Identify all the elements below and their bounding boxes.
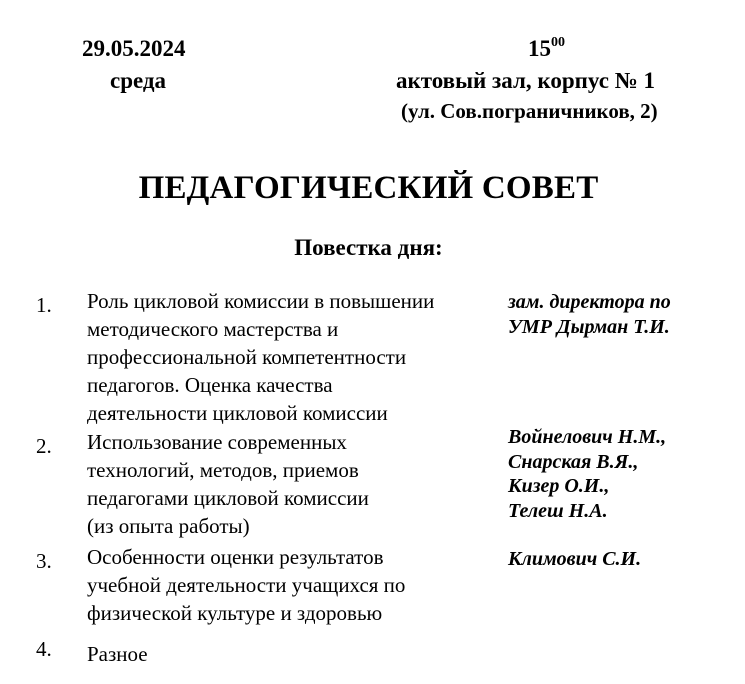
agenda-item-2-responsible <box>508 425 666 523</box>
topic-line: (из опыта работы) <box>87 514 250 538</box>
topic-line: методического мастерства и <box>87 317 339 341</box>
meeting-time-minutes: 00 <box>551 35 565 50</box>
document-title: ПЕДАГОГИЧЕСКИЙ СОВЕТ <box>138 170 599 206</box>
agenda-item-3-number: 3. <box>36 549 52 573</box>
agenda-item-1-topic <box>87 287 434 427</box>
topic-line: педагогами цикловой комиссии <box>87 486 369 510</box>
topic-line: профессиональной компетентности <box>87 345 407 369</box>
topic-line: физической культуре и здоровью <box>87 601 383 625</box>
topic-line: деятельности цикловой комиссии <box>87 401 388 425</box>
agenda-item-3-responsible <box>508 547 641 572</box>
responsible-line: Снарская В.Я., <box>508 450 639 473</box>
topic-line: Особенности оценки результатов <box>87 545 384 569</box>
topic-line: Роль цикловой комиссии в повышении <box>87 289 435 313</box>
agenda-item-2-number: 2. <box>36 434 52 458</box>
responsible-line: Войнелович Н.М., <box>508 426 667 448</box>
meeting-date: 29.05.2024 <box>82 36 186 61</box>
topic-line: технологий, методов, приемов <box>87 458 359 482</box>
meeting-time-hour: 15 <box>528 36 551 61</box>
responsible-line: Телеш Н.А. <box>508 499 608 522</box>
topic-line: учебной деятельности учащихся по <box>87 573 406 597</box>
meeting-venue: актовый зал, корпус № 1 <box>396 68 656 93</box>
agenda-item-1-responsible <box>508 290 671 339</box>
topic-line: педагогов. Оценка качества <box>87 373 333 397</box>
responsible-line: Климович С.И. <box>508 548 642 570</box>
responsible-line: УМР Дырман Т.И. <box>508 315 670 338</box>
agenda-item-4-number: 4. <box>36 637 52 661</box>
topic-line: Разное <box>87 642 148 666</box>
meeting-address: (ул. Сов.пограничников, 2) <box>401 99 658 123</box>
responsible-line: Кизер О.И., <box>508 475 610 497</box>
meeting-time <box>528 36 565 62</box>
agenda-item-4-topic <box>87 640 148 668</box>
agenda-item-1-number: 1. <box>36 293 52 317</box>
agenda-item-2-topic <box>87 428 369 540</box>
meeting-weekday: среда <box>110 68 167 93</box>
topic-line: Использование современных <box>87 430 347 454</box>
responsible-line: зам. директора по <box>508 291 671 313</box>
agenda-item-3-topic <box>87 543 405 627</box>
agenda-heading: Повестка дня: <box>294 235 443 260</box>
